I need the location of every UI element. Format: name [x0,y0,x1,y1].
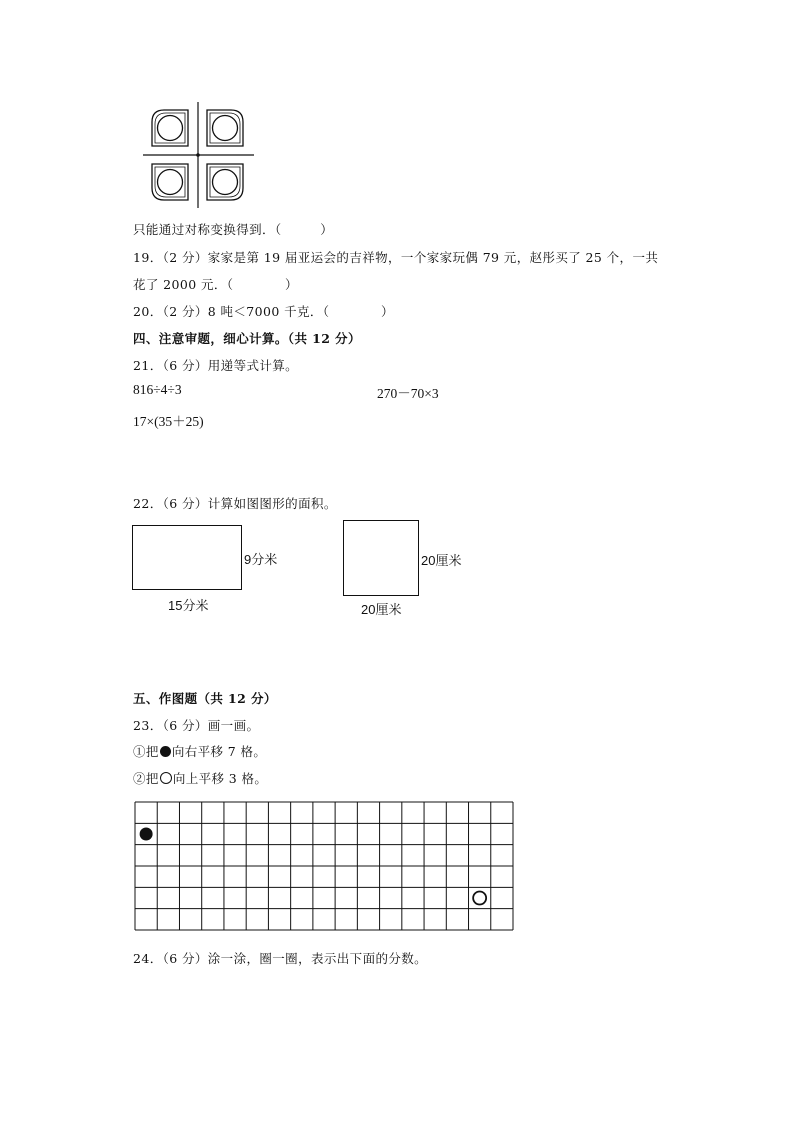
section4-title: 四、注意审题，细心计算。（共 12 分） [133,331,361,346]
square-height-label: 20厘米 [421,553,462,568]
q21-expr3: 17×(35＋25) [133,414,204,429]
q22-title: 22．（6 分）计算如图图形的面积。 [133,496,337,511]
translation-grid [134,801,514,931]
hollow-dot-icon [160,772,172,784]
square-width-label: 20厘米 [361,602,402,617]
figure-circle-top-right [213,116,238,141]
figure-tile-top-right [207,110,243,146]
q24-title: 24．（6 分）涂一涂，圈一圈，表示出下面的分数。 [133,951,428,966]
q23-title: 23．（6 分）画一画。 [133,718,260,733]
q23-step1 [133,742,266,760]
figure-tile-top-left [152,110,188,146]
figure-circle-bottom-right [213,170,238,195]
section5-title: 五、作图题（共 12 分） [133,691,277,706]
figure-tile-bottom-right [207,164,243,200]
rectangle-width-label: 15分米 [168,598,209,613]
square-shape [343,520,419,596]
q21-title: 21．（6 分）用递等式计算。 [133,358,299,373]
grid-filled-dot[interactable] [140,828,153,841]
figure-circle-bottom-left [158,170,183,195]
q23-step2 [133,769,267,787]
rectangle-height-label: 9分米 [244,552,278,567]
q19-line1: 19．（2 分）家家是第 19 届亚运会的吉祥物，一个家家玩偶 79 元，赵彤买了 25 个，一共 [133,250,659,265]
q23-step1-prefix: ①把 [133,744,159,759]
q19-line2: 花了 2000 元．（ ） [133,277,298,292]
q23-step2-suffix: 向上平移 3 格。 [172,771,268,786]
rectangle-shape [132,525,242,590]
figure-circle-top-left [158,116,183,141]
grid-hollow-dot[interactable] [473,892,486,905]
q23-step1-suffix: 向右平移 7 格。 [171,744,267,759]
q21-expr2: 270－70×3 [377,386,439,401]
q23-step2-prefix: ②把 [133,771,159,786]
figure-tile-bottom-left [152,164,188,200]
q20-text: 20．（2 分）8 吨＜7000 千克．（ ） [133,304,394,319]
filled-dot-icon [160,746,171,757]
q18-caption: 只能通过对称变换得到．（ ） [133,222,334,237]
q21-expr1: 816÷4÷3 [133,382,182,397]
